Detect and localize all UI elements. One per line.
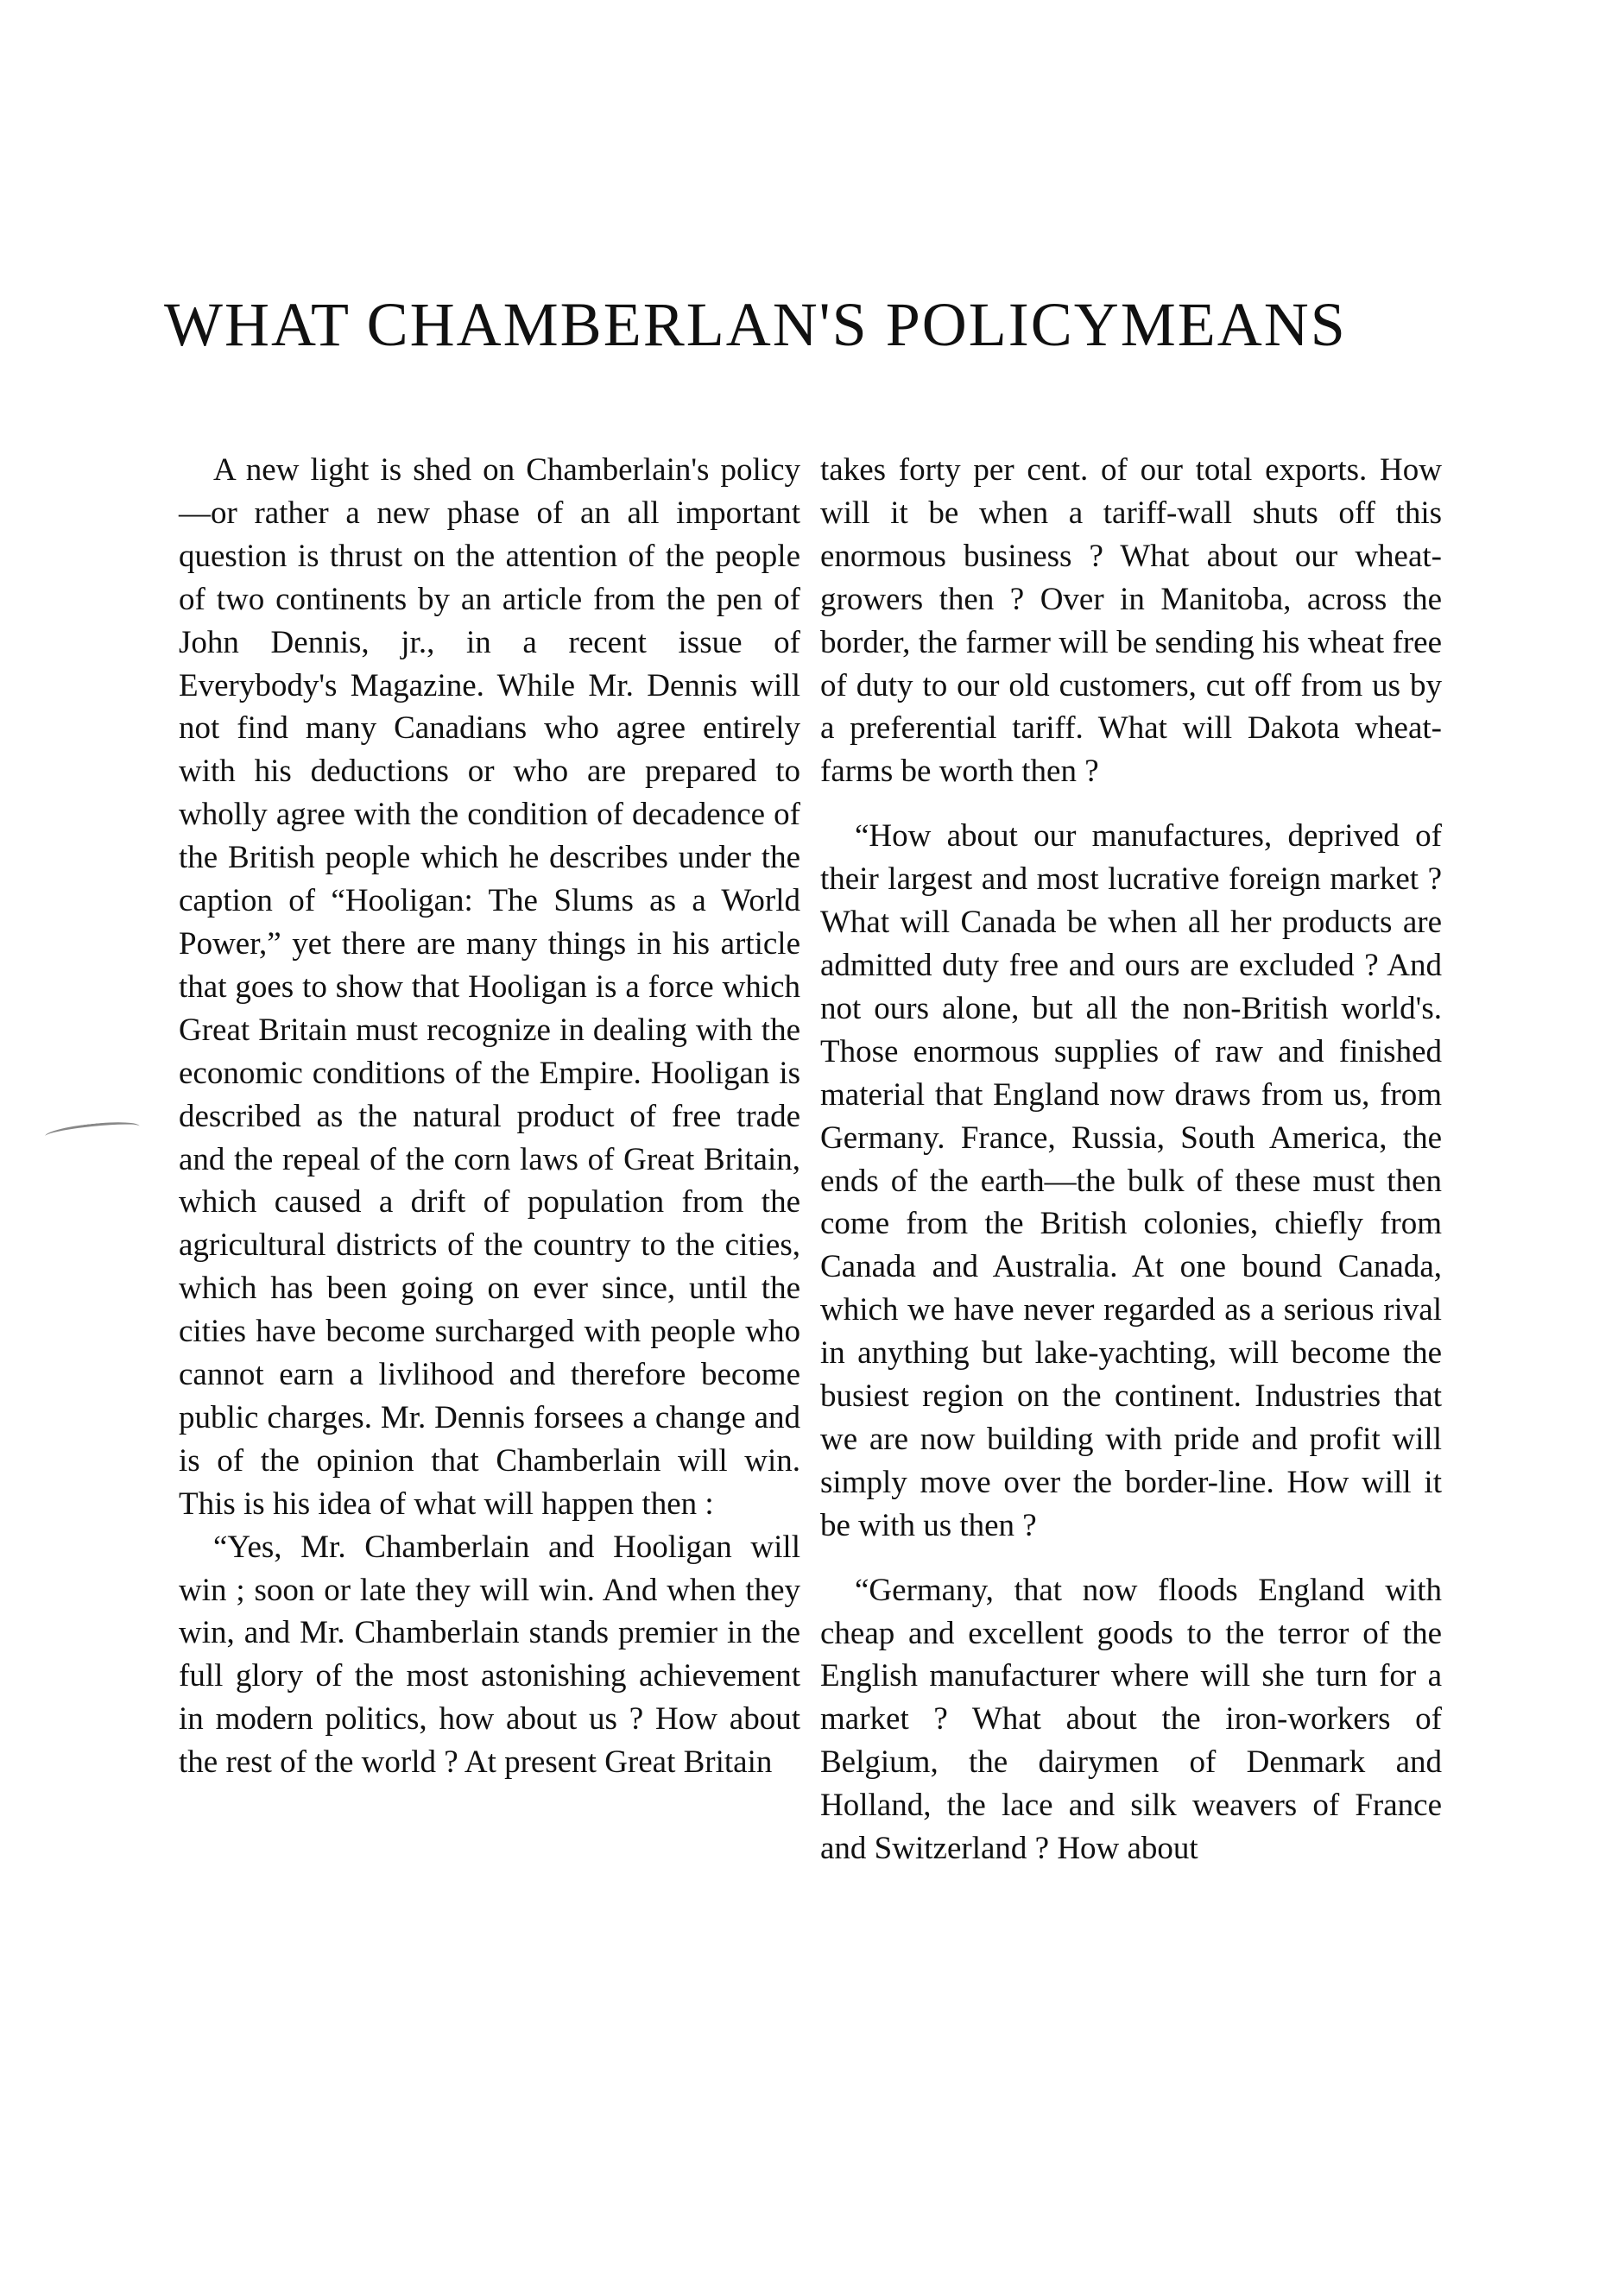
left-column bbox=[179, 449, 800, 1784]
margin-smudge bbox=[44, 1119, 140, 1143]
article-title: WHAT CHAMBERLAN'S POLICYMEANS bbox=[164, 290, 1347, 359]
paragraph: A new light is shed on Chamberlain's policy—or rather a new phase of an all important question is thrust on the attention of the people of two continents by an article from the pen of John Dennis, jr., in a recent issue of Everybody's Magazine. While Mr. Dennis will not find many Canadians who agree entirely with his deductions or who are prepared to wholly agree with the condition of decadence of the British people which he describes under the caption of “Hooligan: The Slums as a World Power,” yet there are many things in his article that goes to show that Hooligan is a force which Great Britain must recognize in dealing with the economic conditions of the Empire. Hooligan is described as the natural product of free trade and the repeal of the corn laws of Great Britain, which caused a drift of population from the agricultural districts of the country to the cities, which has been going on ever since, until the cities have become surcharged with people who cannot earn a livlihood and therefore become public charges. Mr. Dennis forsees a change and is of the opinion that Chamberlain will win. This is his idea of what will happen then : bbox=[179, 452, 800, 1522]
paragraph: “Yes, Mr. Chamberlain and Hooligan will win ; soon or late they will win. And when they win, and Mr. Chamberlain stands premier in the full glory of the most astonishing achievement in modern politics, how about us ? How about the rest of the world ? At present Great Britain bbox=[179, 1529, 800, 1781]
right-column bbox=[820, 449, 1442, 1870]
paragraph: “How about our manufactures, deprived of their largest and most lucrative foreign market ? What will Canada be when all her products are admitted duty free and ours are excluded ? And not ours alone, but all the non-British world's. Those enormous supplies of raw and finished material that England now draws from us, from Germany. France, Russia, South America, the ends of the earth—the bulk of these must then come from the British colonies, chiefly from Canada and Australia. At one bound Canada, which we have never regarded as a serious rival in anything but lake-yachting, will become the busiest region on the continent. Industries that we are now building with pride and profit will simply move over the border-line. How will it be with us then ? bbox=[820, 818, 1442, 1543]
paragraph: takes forty per cent. of our total exports. How will it be when a tariff-wall shuts off this enormous business ? What about our wheat-growers then ? Over in Manitoba, across the border, the farmer will be sending his wheat free of duty to our old customers, cut off from us by a preferential tariff. What will Dakota wheat-farms be worth then ? bbox=[820, 452, 1442, 790]
paragraph: “Germany, that now floods England with cheap and excellent goods to the terror of the English manufacturer where will she turn for a market ? What about the iron-workers of Belgium, the dairymen of Denmark and Holland, the lace and silk weavers of France and Switzerland ? How about bbox=[820, 1572, 1442, 1867]
